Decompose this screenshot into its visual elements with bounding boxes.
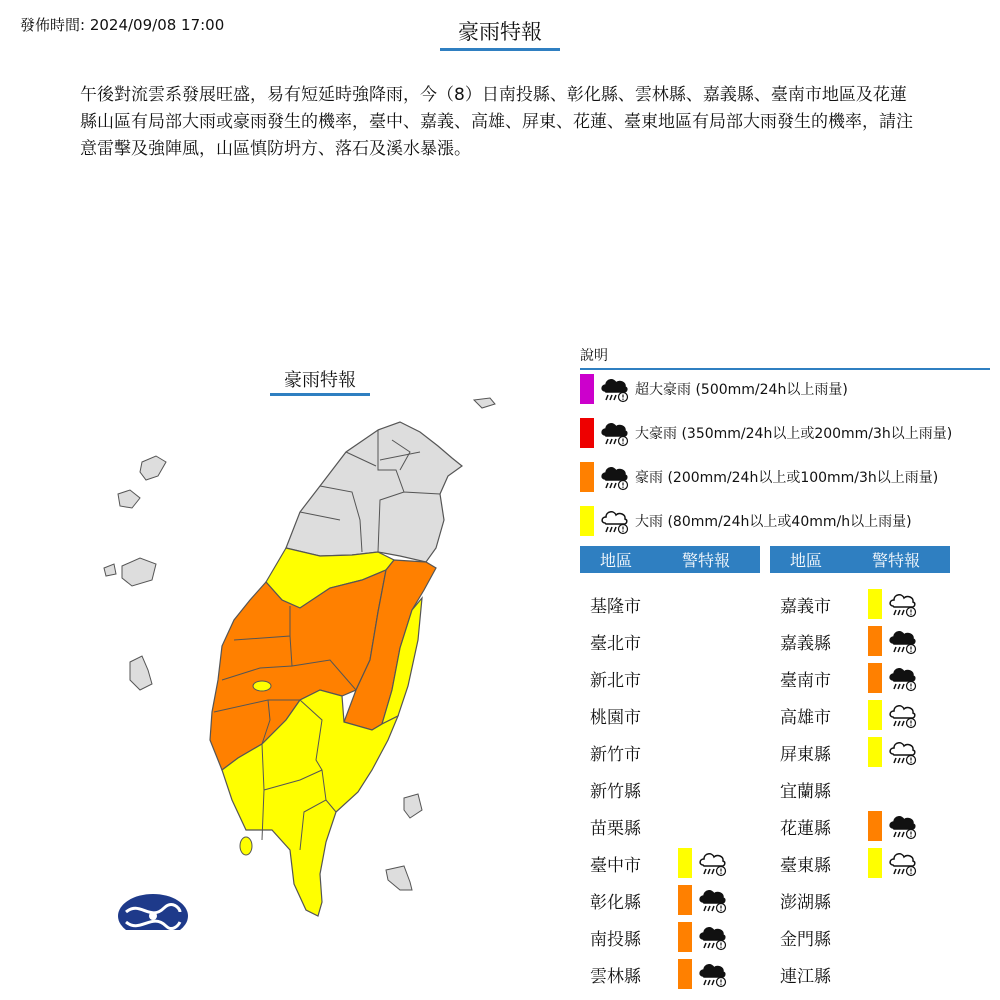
warning-level-swatch <box>868 589 882 619</box>
heavy-rain-icon <box>887 700 917 730</box>
extremely-heavy-rain-icon <box>887 811 917 841</box>
county-name: 臺東縣 <box>780 855 831 876</box>
county-row[interactable] <box>780 884 950 916</box>
heavy-rain-icon <box>887 848 917 878</box>
county-row[interactable] <box>590 625 760 657</box>
map-island <box>130 656 152 690</box>
warning-level-swatch <box>868 848 882 878</box>
county-name: 臺中市 <box>590 855 641 876</box>
warning-level-swatch <box>678 959 692 989</box>
extremely-heavy-rain-icon <box>697 959 727 989</box>
warning-level-swatch <box>868 737 882 767</box>
county-row[interactable] <box>590 884 760 916</box>
county-name: 花蓮縣 <box>780 818 831 839</box>
legend-item-torrential <box>580 418 952 448</box>
legend-item-heavy <box>580 506 912 536</box>
county-name: 金門縣 <box>780 929 831 950</box>
county-row[interactable] <box>780 810 950 842</box>
legend-title: 說明 <box>580 345 990 370</box>
map-title: 豪雨特報 <box>270 366 370 396</box>
warning-level-swatch <box>678 885 692 915</box>
legend-swatch <box>580 506 594 536</box>
county-row[interactable] <box>590 847 760 879</box>
header-warning: 警特報 <box>871 551 920 570</box>
legend-swatch <box>580 374 594 404</box>
map-island <box>104 564 116 576</box>
page-title: 豪雨特報 <box>440 16 560 51</box>
legend-label: 大雨 (80mm/24h以上或40mm/h以上雨量) <box>635 514 912 530</box>
county-name: 南投縣 <box>590 929 641 950</box>
extremely-heavy-rain-icon <box>697 922 727 952</box>
legend-label: 大豪雨 (350mm/24h以上或200mm/3h以上雨量) <box>635 426 953 442</box>
extremely-heavy-rain-icon <box>887 663 917 693</box>
county-name: 宜蘭縣 <box>780 781 831 802</box>
issue-time: 發佈時間: 2024/09/08 17:00 <box>20 16 225 34</box>
warning-level-swatch <box>868 663 882 693</box>
county-name: 臺南市 <box>780 670 831 691</box>
extremely-heavy-rain-icon <box>887 626 917 656</box>
county-name: 嘉義市 <box>780 596 831 617</box>
county-name: 新北市 <box>590 670 641 691</box>
heavy-rain-icon <box>599 506 629 536</box>
map-island <box>240 837 252 855</box>
warning-description: 午後對流雲系發展旺盛，易有短延時強降雨，今（8）日南投縣、彰化縣、雲林縣、嘉義縣、臺南市地區及花蓮縣山區有局部大雨或豪雨發生的機率，臺中、嘉義、高雄、屏東、花蓮、臺東地區有局部大雨發生的機率，請注意雷擊及強陣風，山區慎防坍方、落石及溪水暴漲。 <box>80 85 913 159</box>
cwa-logo <box>118 894 188 930</box>
county-row[interactable] <box>590 699 760 731</box>
extremely-heavy-rain-icon <box>697 885 727 915</box>
header-warning: 警特報 <box>681 551 730 570</box>
heavy-rain-icon <box>887 589 917 619</box>
county-row[interactable] <box>780 958 950 990</box>
county-row[interactable] <box>780 662 950 694</box>
heavy-rain-icon <box>697 848 727 878</box>
legend-item-extreme-torrential <box>580 374 848 404</box>
county-name: 澎湖縣 <box>780 892 831 913</box>
county-row[interactable] <box>590 588 760 620</box>
county-row[interactable] <box>780 773 950 805</box>
warning-level-swatch <box>678 922 692 952</box>
table-header-left <box>580 546 760 573</box>
map-island <box>386 866 412 890</box>
map-island <box>122 558 156 586</box>
county-row[interactable] <box>590 736 760 768</box>
county-row[interactable] <box>590 810 760 842</box>
county-name: 屏東縣 <box>780 744 831 765</box>
extreme-torrential-rain-icon <box>599 374 629 404</box>
legend-item-extremely-heavy <box>580 462 938 492</box>
warning-level-swatch <box>868 811 882 841</box>
extremely-heavy-rain-icon <box>599 462 629 492</box>
county-name: 基隆市 <box>590 596 641 617</box>
county-name: 高雄市 <box>780 707 831 728</box>
county-name: 嘉義縣 <box>780 633 831 654</box>
map-region-north[interactable] <box>286 422 462 562</box>
county-row[interactable] <box>780 625 950 657</box>
heavy-rain-icon <box>887 737 917 767</box>
legend-swatch <box>580 418 594 448</box>
county-row[interactable] <box>590 921 760 953</box>
header-region: 地區 <box>789 551 822 570</box>
legend-swatch <box>580 462 594 492</box>
warning-level-swatch <box>678 848 692 878</box>
county-name: 桃園市 <box>590 707 641 728</box>
table-header-right <box>770 546 950 573</box>
county-name: 臺北市 <box>590 633 641 654</box>
legend-label: 豪雨 (200mm/24h以上或100mm/3h以上雨量) <box>635 470 939 486</box>
county-row[interactable] <box>590 958 760 990</box>
county-row[interactable] <box>780 847 950 879</box>
torrential-rain-icon <box>599 418 629 448</box>
map-island <box>140 456 166 480</box>
warning-level-swatch <box>868 700 882 730</box>
county-row[interactable] <box>780 736 950 768</box>
county-row[interactable] <box>590 662 760 694</box>
taiwan-warning-map[interactable] <box>95 390 515 930</box>
map-island <box>118 490 140 508</box>
county-row[interactable] <box>780 588 950 620</box>
county-row[interactable] <box>780 699 950 731</box>
county-name: 新竹縣 <box>590 781 641 802</box>
map-island <box>474 398 495 408</box>
county-name: 彰化縣 <box>590 892 641 913</box>
map-chiayi-city[interactable] <box>253 681 271 691</box>
county-name: 苗栗縣 <box>590 818 641 839</box>
county-name: 新竹市 <box>590 744 641 765</box>
county-row[interactable] <box>780 921 950 953</box>
county-name: 連江縣 <box>780 966 831 987</box>
map-island <box>404 794 422 818</box>
county-name: 雲林縣 <box>590 966 641 987</box>
legend-label: 超大豪雨 (500mm/24h以上雨量) <box>635 382 848 398</box>
county-row[interactable] <box>590 773 760 805</box>
header-region: 地區 <box>599 551 632 570</box>
warning-level-swatch <box>868 626 882 656</box>
